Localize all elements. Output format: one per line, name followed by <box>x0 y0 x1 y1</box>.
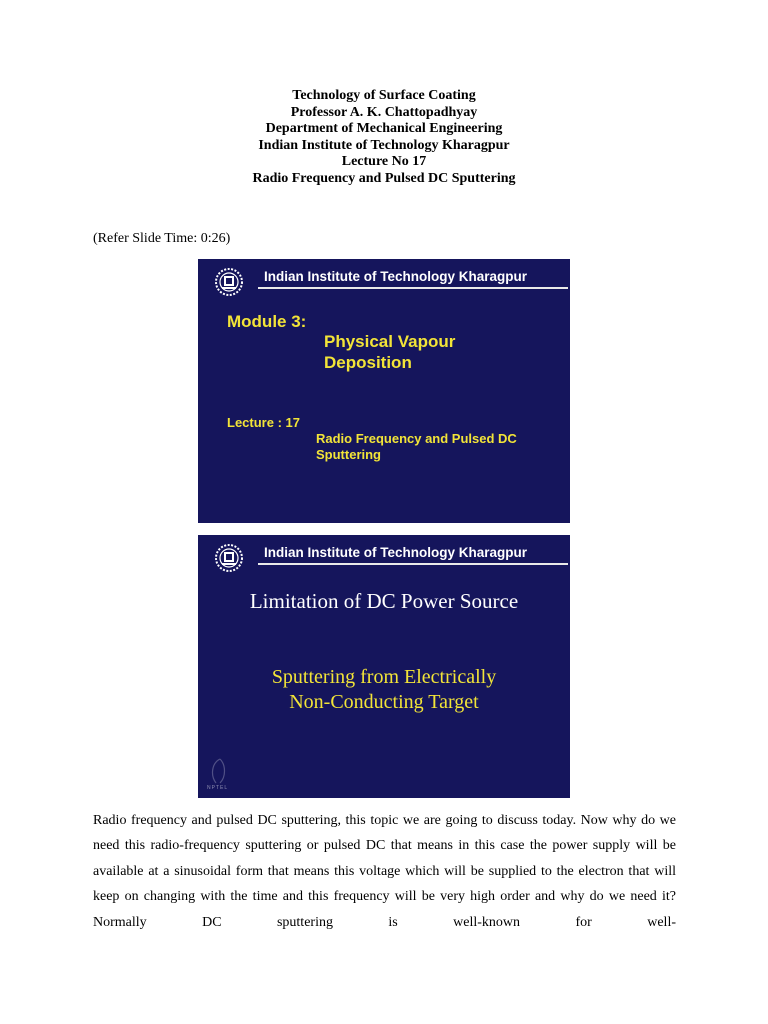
slide-title: Limitation of DC Power Source <box>249 589 519 613</box>
lecture-label: Lecture : 17 <box>227 415 300 430</box>
lecture-title: Radio Frequency and Pulsed DC Sputtering <box>252 170 516 186</box>
refer-slide-time: (Refer Slide Time: 0:26) <box>93 231 231 246</box>
slide-subtitle-line: Sputtering from Electrically <box>271 666 497 688</box>
department: Department of Mechanical Engineering <box>265 121 503 137</box>
course-title: Technology of Surface Coating <box>292 88 476 103</box>
slide-subtitle <box>198 665 570 715</box>
slide-header <box>212 541 568 573</box>
module-title-line: Physical Vapour <box>324 332 456 351</box>
slide-subtitle-line: Non-Conducting Target <box>289 691 479 713</box>
iit-logo-icon <box>214 267 244 297</box>
iit-logo-icon <box>214 543 244 573</box>
module-title <box>324 331 455 373</box>
body-paragraph: Radio frequency and pulsed DC sputtering, this topic we are going to discuss today. Now why do we need this radio-frequency sputtering or pulsed DC that means in this case the power supply will be available at a sinusoidal form that means this voltage which will be supplied to the electron that will keep on changing with the time and this frequency will be very high order and why do we need it? Normally DC sputtering is well-known for well- <box>93 813 676 930</box>
document-header <box>0 88 768 188</box>
nptel-watermark: NPTEL <box>207 785 229 791</box>
lecture-title-line: Radio Frequency and Pulsed DC <box>316 431 517 446</box>
lecture-number: Lecture No 17 <box>341 154 427 170</box>
institute-name: Indian Institute of Technology Kharagpur <box>264 269 527 284</box>
header-divider <box>258 563 568 565</box>
slide-1-image <box>198 259 570 523</box>
slide-header <box>212 265 568 297</box>
module-label: Module 3: <box>227 312 307 331</box>
header-divider <box>258 287 568 289</box>
module-title-line: Deposition <box>324 353 412 372</box>
lecture-title <box>316 431 517 463</box>
institute: Indian Institute of Technology Kharagpur <box>258 137 510 153</box>
professor-name: Professor A. K. Chattopadhyay <box>290 104 478 120</box>
institute-name: Indian Institute of Technology Kharagpur <box>264 545 527 560</box>
lecture-title-line: Sputtering <box>316 447 381 462</box>
slide-2-image <box>198 535 570 798</box>
